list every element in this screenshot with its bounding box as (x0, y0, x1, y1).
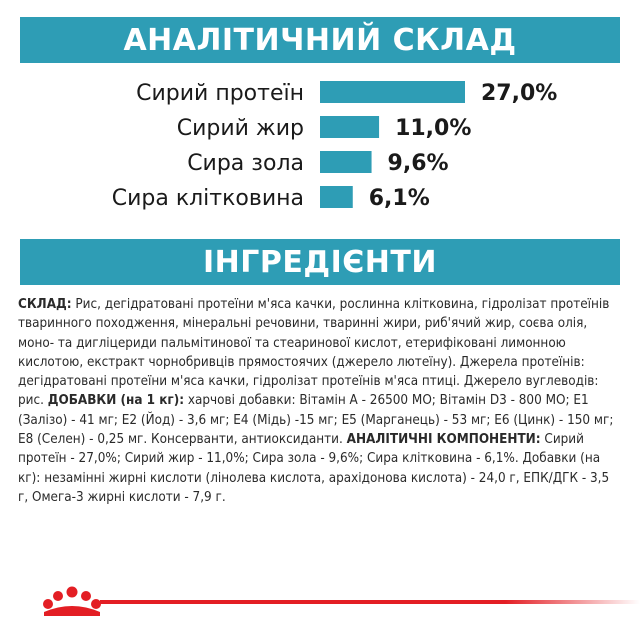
bar (320, 116, 379, 138)
value-label: 11,0% (395, 116, 472, 141)
value-label: 9,6% (387, 151, 449, 176)
ingredients-heading: ІНГРЕДІЄНТИ (203, 244, 437, 280)
value-label: 27,0% (481, 81, 558, 106)
ingredients-heading-banner (20, 239, 620, 285)
ingredients-section-text: Рис, дегідратовані протеїни м'яса качки, рослинна клітковина, гідролізат протеїнів тваринного походження, мінеральні речовини, тваринні жири, риб'ячий жир, соєва олія, моно- та дигліцериди пальмітинової та стеаринової кислот, етерифіковані лимонною кислотою, екстракт чорнобривців прямостоячих (джерело лютеїну). Джерела протеїнів: дегідратовані протеїни м'яса качки, гідролізат протеїнів м'яса птиці. Джерело вуглеводів: рис. (18, 297, 610, 409)
category-label: Сира клітковина (111, 186, 304, 211)
bar (320, 186, 353, 208)
analysis-bar-chart (0, 75, 640, 220)
value-label: 6,1% (368, 186, 430, 211)
ingredients-text (18, 295, 620, 507)
category-label: Сира зола (187, 151, 304, 176)
ingredients-section-label: ДОБАВКИ (на 1 кг): (47, 393, 185, 409)
category-label: Сирий жир (176, 116, 304, 141)
analysis-heading-banner (20, 17, 620, 63)
category-label: Сирий протеїн (136, 81, 304, 106)
bar (320, 151, 372, 173)
ingredients-section-text: Сирий протеїн - 27,0%; Сирий жир - 11,0%; Сира зола - 9,6%; Сира клітковина - 6,1%. Добавки (на кг): незамінні жирні кислоти (лінолева кислота, арахідонова кислота) - 24,0 г, ЕПК/ДГК - 3,5 г, Омега-3 жирні кислоти - 7,9 г. (18, 432, 610, 505)
bar (320, 81, 465, 103)
royal-canin-crown-icon (40, 582, 104, 616)
footer-brand-line (100, 600, 640, 604)
ingredients-section-text: харчові добавки: Вітамін А - 26500 МО; Вітамін D3 - 800 МО; Е1 (Залізо) - 41 мг; Е2 (Йод) - 3,6 мг; Е4 (Мідь) -15 мг; Е5 (Марганець) - 53 мг; Е6 (Цинк) - 150 мг; Е8 (Селен) - 0,25 мг. Консерванти, антиоксиданти. (18, 393, 614, 448)
analysis-heading: АНАЛІТИЧНИЙ СКЛАД (123, 22, 517, 58)
ingredients-section-label: АНАЛІТИЧНІ КОМПОНЕНТИ: (346, 432, 541, 448)
ingredients-section-label: СКЛАД: (18, 297, 72, 312)
